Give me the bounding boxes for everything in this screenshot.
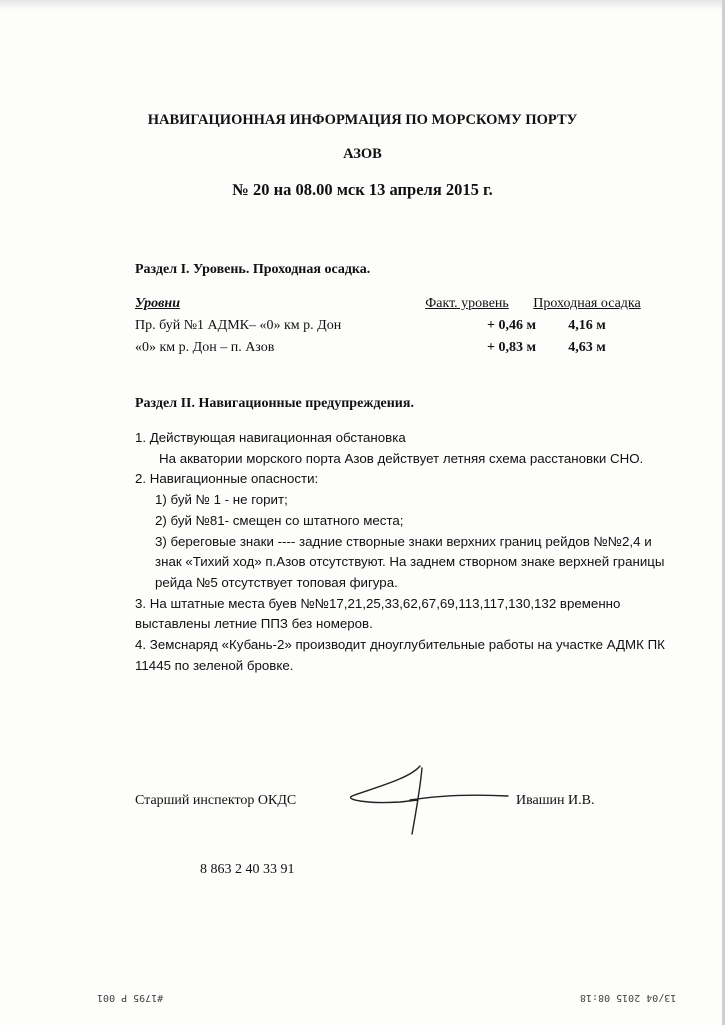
handwritten-signature <box>340 760 510 840</box>
row-actual-level: + 0,83 м <box>486 340 536 355</box>
row-segment: «0» км р. Дон – п. Азов <box>135 340 275 355</box>
section-2-title: Раздел II. Навигационные предупреждения. <box>135 396 414 411</box>
warning-item: 2. Навигационные опасности: <box>135 471 319 487</box>
levels-table <box>135 296 655 362</box>
table-row <box>135 318 655 340</box>
document-title: НАВИГАЦИОННАЯ ИНФОРМАЦИЯ ПО МОРСКОМУ ПОРТУ <box>147 112 578 128</box>
warning-item: 1. Действующая навигационная обстановка <box>135 430 406 445</box>
port-name: АЗОВ <box>343 146 382 162</box>
column-header-actual-level: Факт. уровень <box>425 296 509 311</box>
table-header-row <box>135 296 655 318</box>
warning-item: 3. На штатные места буев №№17,21,25,33,62,67,69,113,117,130,132 временно выставлены летние ППЗ без номеров. <box>135 595 621 632</box>
row-segment: Пр. буй №1 АДМК– «0» км р. Дон <box>135 318 342 333</box>
column-header-levels: Уровни <box>135 296 180 311</box>
row-draft: 4,63 м <box>568 340 606 355</box>
warning-item: 4. Земснаряд «Кубань-2» производит дноуглубительные работы на участке АДМК ПК 11445 по зеленой бровке. <box>135 637 665 673</box>
warning-subitem: 3) береговые знаки ---- задние створные знаки верхних границ рейдов №№2,4 и знак «Тихий ход» п.Азов отсутствуют. На заднем створном знаке верхней границы рейда №5 отсутствует топовая фигура. <box>155 533 665 590</box>
column-header-draft: Проходная осадка <box>533 296 641 311</box>
signatory-position: Старший инспектор ОКДС <box>135 793 297 808</box>
contact-phone: 8 863 2 40 33 91 <box>200 862 295 877</box>
scan-edge <box>0 0 722 10</box>
warning-text: На акватории морского порта Азов действует летняя схема расстановки СНО. <box>159 450 644 466</box>
fax-header-left: #1795 P 001 <box>97 992 164 1003</box>
signatory-name: Ивашин И.В. <box>516 793 595 808</box>
warning-subitem: 1) буй № 1 - не горит; <box>155 492 288 508</box>
warning-subitem: 2) буй №81- смещен со штатного места; <box>155 512 404 528</box>
fax-header-right: 13/04 2015 08:18 <box>580 992 677 1003</box>
warnings-body <box>135 428 667 676</box>
section-1-title: Раздел I. Уровень. Проходная осадка. <box>135 262 371 277</box>
row-actual-level: + 0,46 м <box>486 318 536 333</box>
table-row <box>135 340 655 362</box>
issue-number-date: № 20 на 08.00 мск 13 апреля 2015 г. <box>232 180 493 199</box>
row-draft: 4,16 м <box>568 318 606 333</box>
